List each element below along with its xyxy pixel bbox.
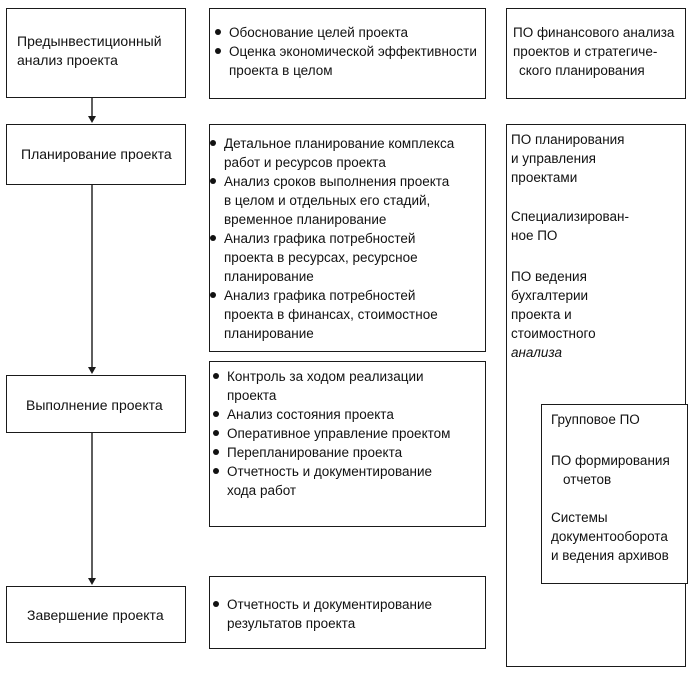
stage-box-execution (6, 375, 186, 433)
bullet-icon (210, 140, 216, 146)
bullet-icon (210, 178, 216, 184)
bullet-icon (210, 292, 216, 298)
stage-box-planning (6, 124, 186, 185)
bullet-icon (213, 411, 219, 417)
software-planning-text: ПО планирования и управления проектами (511, 132, 625, 185)
task-item: Контроль за ходом реализации проекта (213, 367, 450, 405)
task-item: Оценка экономической эффективности проекта в целом (215, 42, 477, 80)
stage-label-planning: Планирование проекта (21, 146, 172, 162)
task-item: Перепланирование проекта (213, 443, 450, 462)
software-specialized-text: Специализирован- ное ПО (511, 209, 629, 243)
bullet-icon (213, 601, 219, 607)
bullet-icon (215, 48, 221, 54)
task-item: Отчетность и документирование хода работ (213, 462, 450, 500)
task-item: Анализ графика потребностей проекта в финансах, стоимостное планирование (210, 286, 454, 343)
software-financial-text: ПО финансового анализа проектов и стратегиче- ского планирования (513, 25, 675, 78)
software-box-financial (506, 8, 686, 99)
task-item: Анализ графика потребностей проекта в ресурсах, ресурсное планирование (210, 229, 454, 286)
software-group-text: Групповое ПО (551, 412, 640, 427)
bullet-icon (213, 468, 219, 474)
bullet-icon (210, 235, 216, 241)
tasks-list-completion (213, 595, 432, 633)
software-box-group (541, 404, 688, 584)
tasks-list-execution (213, 367, 450, 500)
arrow-3-head (88, 578, 96, 585)
stage-box-preinvestment (6, 8, 186, 98)
software-box-main (506, 124, 686, 667)
tasks-list-planning (210, 134, 454, 343)
arrow-1-head (88, 116, 96, 123)
software-docflow-text: Системы документооборота и ведения архивов (551, 510, 669, 563)
task-item: Детальное планирование комплекса работ и ресурсов проекта (210, 134, 454, 172)
task-item: Анализ сроков выполнения проекта в целом и отдельных его стадий, временное планирование (210, 172, 454, 229)
stage-label-preinvestment: Предынвестиционный анализ проекта (17, 33, 162, 68)
tasks-box-planning (209, 124, 486, 352)
bullet-icon (215, 29, 221, 35)
task-item: Обоснование целей проекта (215, 23, 477, 42)
task-item: Отчетность и документирование результатов проекта (213, 595, 432, 633)
stage-label-execution: Выполнение проекта (26, 397, 163, 413)
software-reports-text: ПО формирования отчетов (551, 453, 670, 487)
software-accounting-text: ПО ведения бухгалтерии проекта и стоимостного анализа (511, 269, 596, 360)
tasks-list-preinvestment (215, 23, 477, 80)
stage-box-completion (6, 586, 186, 643)
arrow-2-head (88, 367, 96, 374)
tasks-box-execution (209, 361, 486, 527)
tasks-box-completion (209, 576, 486, 649)
task-item: Анализ состояния проекта (213, 405, 450, 424)
bullet-icon (213, 373, 219, 379)
tasks-box-preinvestment (209, 8, 486, 99)
task-item: Оперативное управление проектом (213, 424, 450, 443)
stage-label-completion: Завершение проекта (27, 607, 164, 623)
bullet-icon (213, 430, 219, 436)
bullet-icon (213, 449, 219, 455)
